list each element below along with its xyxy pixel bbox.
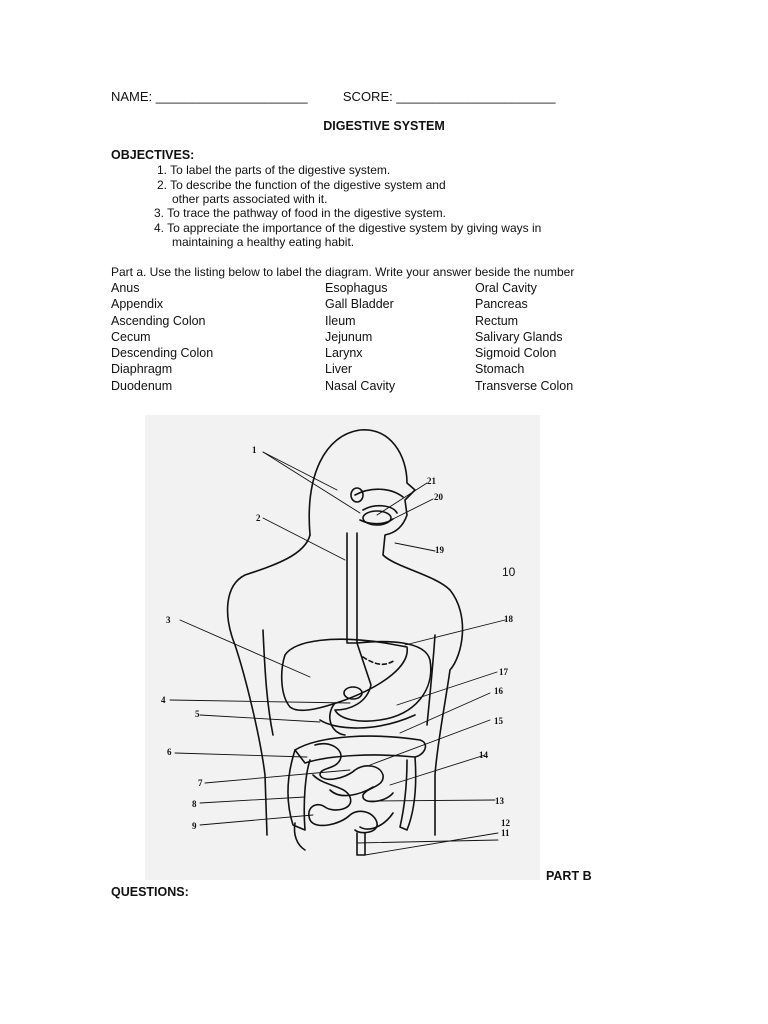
term: Transverse Colon [475, 379, 574, 393]
diagram-number-14: 14 [479, 750, 488, 760]
objective-item: 2. To describe the function of the digestive system and [157, 178, 446, 192]
diagram-number-5: 5 [195, 709, 200, 719]
score-blank: ______________________ [396, 89, 556, 104]
term: Ileum [325, 314, 356, 328]
term: Cecum [111, 330, 151, 344]
term: Appendix [111, 297, 164, 311]
diagram-number-8: 8 [192, 799, 197, 809]
objective-item: 4. To appreciate the importance of the digestive system by giving ways in [154, 221, 542, 235]
term: Esophagus [325, 281, 388, 295]
term: Oral Cavity [475, 281, 537, 295]
diagram-number-17: 17 [499, 667, 508, 677]
term: Larynx [325, 346, 363, 360]
questions-heading: QUESTIONS: [111, 885, 189, 899]
diagram-number-1: 1 [252, 445, 257, 455]
term: Sigmoid Colon [475, 346, 557, 360]
diagram-number-18: 18 [504, 614, 513, 624]
diagram-number-9: 9 [192, 821, 197, 831]
objective-item: other parts associated with it. [172, 192, 328, 206]
diagram-number-6: 6 [167, 747, 172, 757]
term: Duodenum [111, 379, 173, 393]
term: Pancreas [475, 297, 528, 311]
term: Nasal Cavity [325, 379, 396, 393]
name-blank: _____________________ [155, 89, 308, 104]
diagram-number-20: 20 [434, 492, 443, 502]
term: Stomach [475, 362, 525, 376]
diagram-number-11: 11 [501, 828, 510, 838]
diagram-number-3: 3 [166, 615, 171, 625]
term: Jejunum [325, 330, 373, 344]
score-label: SCORE: [342, 89, 393, 104]
objective-item: 1. To label the parts of the digestive system. [157, 163, 391, 177]
term: Descending Colon [111, 346, 214, 360]
diagram-number-15: 15 [494, 716, 503, 726]
term: Gall Bladder [325, 297, 394, 311]
diagram-number-13: 13 [495, 796, 504, 806]
term: Liver [325, 362, 353, 376]
diagram-number-16: 16 [494, 686, 503, 696]
name-label: NAME: [111, 89, 153, 104]
term: Salivary Glands [475, 330, 563, 344]
name-score-row [111, 89, 555, 104]
page-title: DIGESTIVE SYSTEM [323, 119, 445, 133]
term: Anus [111, 281, 140, 295]
term: Rectum [475, 314, 519, 328]
term: Ascending Colon [111, 314, 206, 328]
objectives-heading: OBJECTIVES: [111, 148, 195, 162]
part-a-instruction: Part a. Use the listing below to label the diagram. Write your answer beside the number [111, 265, 575, 279]
diagram-number-19: 19 [435, 545, 444, 555]
diagram-number-10: 10 [502, 565, 516, 579]
diagram-number-2: 2 [256, 513, 261, 523]
diagram-number-21: 21 [427, 476, 436, 486]
part-b-heading: PART B [546, 869, 592, 883]
digestive-system-diagram [145, 415, 540, 880]
diagram-number-12: 12 [501, 818, 510, 828]
diagram-number-4: 4 [161, 695, 166, 705]
objective-item: maintaining a healthy eating habit. [172, 235, 355, 249]
diagram-number-7: 7 [198, 778, 203, 788]
objective-item: 3. To trace the pathway of food in the digestive system. [154, 206, 446, 220]
term: Diaphragm [111, 362, 173, 376]
